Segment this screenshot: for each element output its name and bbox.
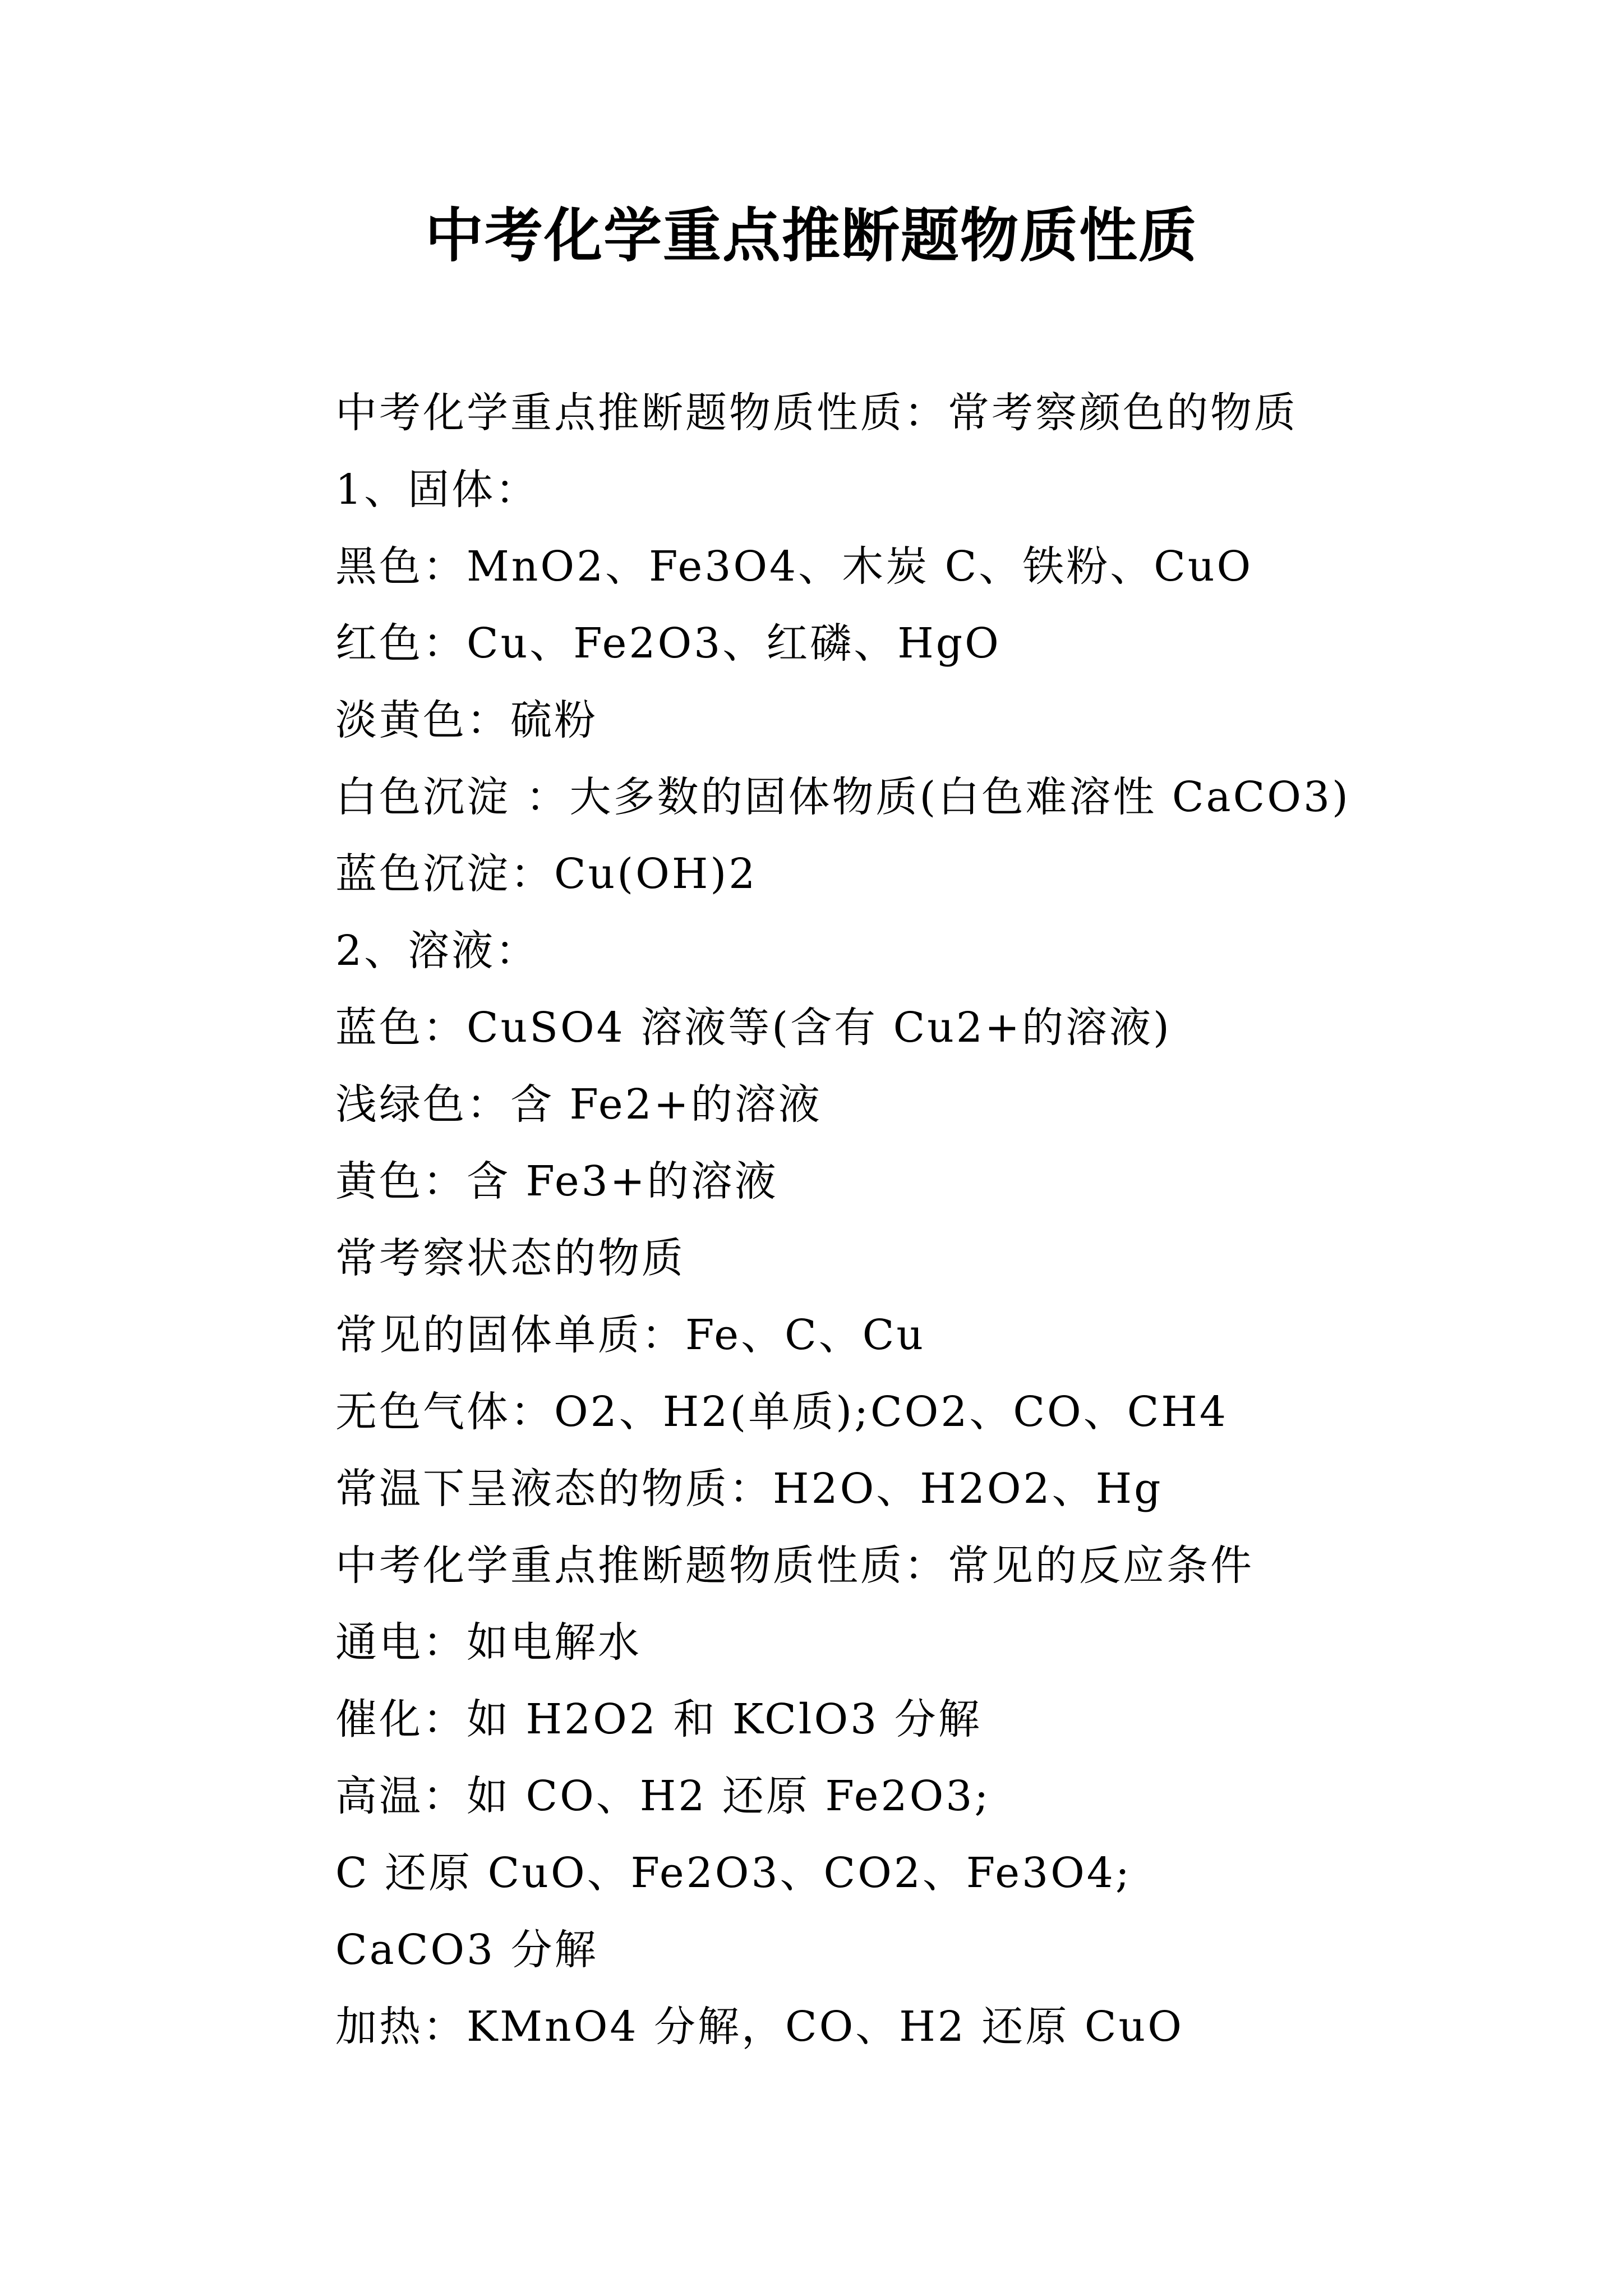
text-line: 常见的固体单质：Fe、C、Cu xyxy=(335,1311,925,1359)
text-line: 中考化学重点推断题物质性质：常见的反应条件 xyxy=(335,1542,1254,1590)
text-line: 无色气体：O2、H2(单质);CO2、CO、CH4 xyxy=(335,1388,1228,1436)
text-line: C 还原 CuO、Fe2O3、CO2、Fe3O4; xyxy=(335,1849,1132,1897)
text-line: 常温下呈液态的物质：H2O、H2O2、Hg xyxy=(335,1465,1163,1513)
text-line: 高温：如 CO、H2 还原 Fe2O3; xyxy=(335,1772,991,1820)
text-line: 通电：如电解水 xyxy=(335,1618,642,1667)
document-title: 中考化学重点推断题物质性质 xyxy=(425,201,1198,270)
text-line: CaCO3 分解 xyxy=(335,1926,598,1974)
document-body xyxy=(335,375,1513,2065)
text-line: 淡黄色：硫粉 xyxy=(335,696,598,744)
text-line: 黑色：MnO2、Fe3O4、木炭 C、铁粉、CuO xyxy=(335,542,1253,591)
text-line: 蓝色沉淀：Cu(OH)2 xyxy=(335,850,758,898)
text-line: 常考察状态的物质 xyxy=(335,1234,685,1282)
text-line: 浅绿色：含 Fe2+的溶液 xyxy=(335,1080,822,1129)
text-line: 白色沉淀 ：大多数的固体物质(白色难溶性 CaCO3) xyxy=(335,773,1350,821)
text-line: 红色：Cu、Fe2O3、红磷、HgO xyxy=(335,619,1001,668)
text-line: 黄色：含 Fe3+的溶液 xyxy=(335,1157,778,1205)
text-line: 中考化学重点推断题物质性质：常考察颜色的物质 xyxy=(335,389,1298,437)
text-line: 蓝色：CuSO4 溶液等(含有 Cu2+的溶液) xyxy=(335,1004,1172,1052)
text-line: 2、溶液： xyxy=(335,927,540,975)
text-line: 1、固体： xyxy=(335,466,540,514)
text-line: 催化：如 H2O2 和 KClO3 分解 xyxy=(335,1695,982,1743)
text-line: 加热：KMnO4 分解，CO、H2 还原 CuO xyxy=(335,2003,1184,2051)
